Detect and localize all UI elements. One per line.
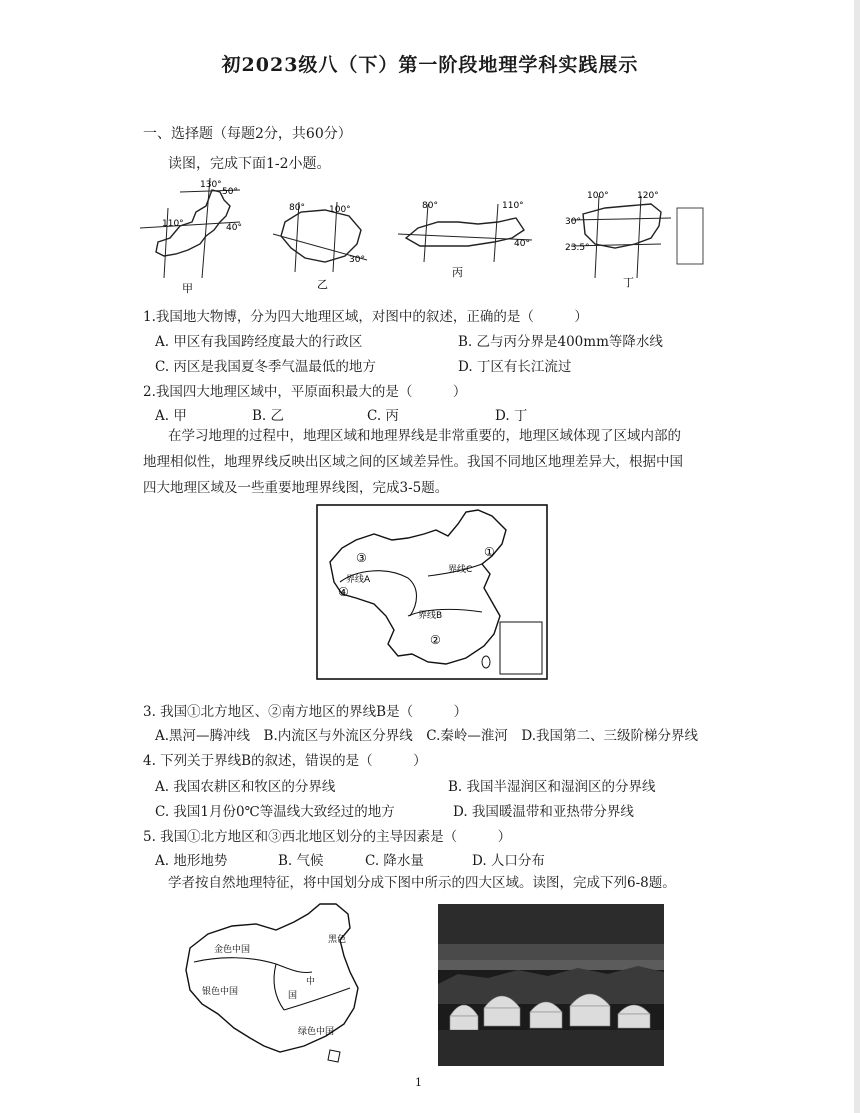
q3-options: A.黑河—腾冲线 B.内流区与外流区分界线 C.秦岭—淮河 D.我国第二、三级阶梯分界线 <box>155 728 699 744</box>
yi-label: 乙 <box>317 278 328 291</box>
area-label-3: ③ <box>356 551 367 565</box>
para1-line3: 四大地理区域及一些重要地理界线图，完成3-5题。 <box>143 480 449 496</box>
jia-deg-4: 40° <box>226 223 242 233</box>
q1-option-a: A. 甲区有我国跨经度最大的行政区 <box>155 334 363 350</box>
q1-stem: 1.我国地大物博，分为四大地理区域，对图中的叙述，正确的是（ ） <box>143 309 588 325</box>
green-china-label: 绿色中国 <box>298 1027 335 1037</box>
section-heading: 一、选择题（每题2分，共60分） <box>143 126 352 142</box>
q5-option-b: B. 气候 <box>278 853 324 869</box>
map-ding <box>565 191 703 289</box>
q4-option-d: D. 我国暖温带和亚热带分界线 <box>453 804 634 820</box>
q2-option-a: A. 甲 <box>155 408 187 424</box>
ding-label: 丁 <box>623 276 634 289</box>
ding-deg-3: 30° <box>565 217 581 227</box>
jia-label: 甲 <box>182 282 193 295</box>
jia-deg-1: 130° <box>200 180 222 190</box>
ding-deg-2: 120° <box>637 191 659 201</box>
bing-deg-2: 110° <box>502 201 524 211</box>
yi-deg-2: 100° <box>329 205 351 215</box>
para1-line2: 地理相似性，地理界线反映出区域之间的区域差异性。我国不同地区地理差异大，根据中国 <box>143 454 683 470</box>
para1-line1: 在学习地理的过程中，地理区域和地理界线是非常重要的，地理区域体现了区域内部的 <box>168 428 681 444</box>
q2-option-b: B. 乙 <box>252 408 285 424</box>
q1-option-b: B. 乙与丙分界是400mm等降水线 <box>458 334 663 350</box>
q2-stem: 2.我国四大地理区域中，平原面积最大的是（ ） <box>143 384 467 400</box>
para2: 学者按自然地理特征，将中国划分成下图中所示的四大区域。读图，完成下列6-8题。 <box>168 875 676 891</box>
q2-option-c: C. 丙 <box>367 408 399 424</box>
silver-china-label: 银色中国 <box>202 987 239 997</box>
yurt-photo <box>438 904 664 1066</box>
four-regions-map <box>180 900 384 1070</box>
bing-deg-1: 80° <box>422 201 438 211</box>
gold-china-label: 金色中国 <box>214 945 251 955</box>
map-jia <box>140 178 242 295</box>
q3-stem: 3. 我国①北方地区、②南方地区的界线B是（ ） <box>143 704 468 720</box>
q4-stem: 4. 下列关于界线B的叙述，错误的是（ ） <box>143 753 427 769</box>
area-label-2: ② <box>430 633 441 647</box>
page-title: 初2023级八（下）第一阶段地理学科实践展示 <box>221 54 639 76</box>
area-label-1: ① <box>484 545 495 559</box>
q2-option-d: D. 丁 <box>495 408 528 424</box>
q1-option-c: C. 丙区是我国夏冬季气温最低的地方 <box>155 359 376 375</box>
jia-deg-3: 110° <box>162 219 184 229</box>
china-boundary-map <box>316 504 548 680</box>
ding-deg-1: 100° <box>587 191 609 201</box>
q4-option-c: C. 我国1月份0℃等温线大致经过的地方 <box>155 804 395 820</box>
ding-deg-4: 23.5° <box>565 243 590 253</box>
region-maps-row <box>140 178 710 296</box>
section-intro: 读图，完成下面1-2小题。 <box>168 156 331 172</box>
mid-label: 中 <box>306 977 316 987</box>
black-china-label: 黑色 <box>328 935 347 945</box>
q1-option-d: D. 丁区有长江流过 <box>458 359 572 375</box>
boundary-c-label: 界线C <box>448 565 473 575</box>
map-yi <box>273 202 367 291</box>
bing-deg-3: 40° <box>514 239 530 249</box>
country-label: 国 <box>288 991 298 1001</box>
map-bing <box>398 201 532 279</box>
yi-deg-1: 80° <box>289 203 305 213</box>
bing-label: 丙 <box>452 266 463 279</box>
q5-option-d: D. 人口分布 <box>472 853 545 869</box>
q4-option-b: B. 我国半湿润区和湿润区的分界线 <box>448 779 656 795</box>
page-number: 1 <box>415 1076 422 1089</box>
q5-stem: 5. 我国①北方地区和③西北地区划分的主导因素是（ ） <box>143 829 512 845</box>
yi-deg-3: 30° <box>349 255 365 265</box>
jia-deg-2: 50° <box>222 187 238 197</box>
boundary-a-label: 界线A <box>346 575 371 585</box>
q5-option-c: C. 降水量 <box>365 853 424 869</box>
area-label-4: ④ <box>338 585 349 599</box>
scan-edge <box>854 0 860 1113</box>
q5-option-a: A. 地形地势 <box>155 853 228 869</box>
boundary-b-label: 界线B <box>418 611 443 621</box>
q4-option-a: A. 我国农耕区和牧区的分界线 <box>155 779 336 795</box>
